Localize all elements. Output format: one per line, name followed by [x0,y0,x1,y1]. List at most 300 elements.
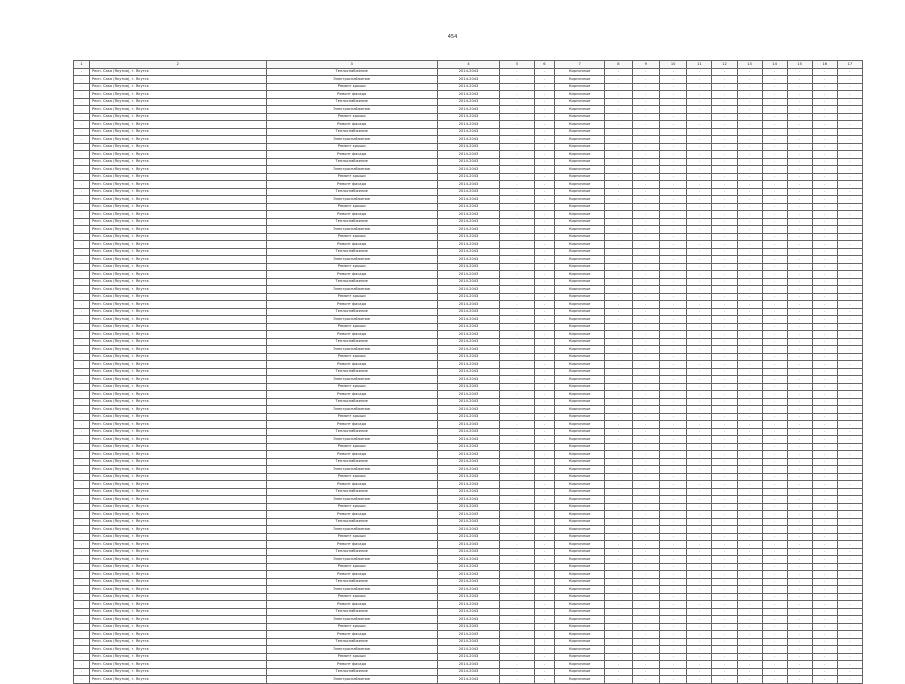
table-row [74,166,863,174]
table-cell: . [632,158,659,166]
table-cell: . [500,421,534,429]
table-cell: . [737,661,762,669]
column-number: 15 [787,61,812,69]
table-cell: . [837,563,862,571]
table-cell: . [687,136,712,144]
table-cell: . [534,496,555,504]
table-cell: Кирпичные [555,593,605,601]
table-cell: Теплоснабжение [266,128,437,136]
table-cell: . [762,676,787,684]
table-cell: . [500,488,534,496]
table-cell: . [659,226,686,234]
table-cell: . [632,233,659,241]
table-cell: . [500,653,534,661]
table-cell: Теплоснабжение [266,548,437,556]
table-cell: . [787,391,812,399]
table-cell: Респ. Саха (Якутия), г. Якутск [89,503,266,511]
table-cell: Кирпичные [555,113,605,121]
table-cell: . [687,623,712,631]
table-cell: . [632,541,659,549]
table-cell: . [687,248,712,256]
table-cell: . [534,511,555,519]
table-cell: 2014-2043 [437,638,500,646]
table-cell: . [632,68,659,76]
table-cell: Ремонт фасада [266,421,437,429]
table-cell: Теплоснабжение [266,188,437,196]
table-cell: Ремонт фасада [266,151,437,159]
table-row [74,361,863,369]
table-cell: . [605,586,632,594]
table-row [74,668,863,676]
table-cell: . [687,466,712,474]
table-cell: . [687,301,712,309]
table-cell: Электроснабжение [266,136,437,144]
table-cell: . [534,586,555,594]
table-cell: . [659,248,686,256]
table-cell: . [605,548,632,556]
table-cell: . [534,218,555,226]
table-cell: . [737,361,762,369]
table-cell: . [500,428,534,436]
table-cell: 2014-2043 [437,533,500,541]
table-cell: Респ. Саха (Якутия), г. Якутск [89,526,266,534]
table-cell: Теплоснабжение [266,488,437,496]
table-cell: 2014-2043 [437,443,500,451]
table-cell: . [534,436,555,444]
table-cell: . [534,181,555,189]
table-cell: . [687,98,712,106]
table-row [74,248,863,256]
table-cell: . [659,278,686,286]
table-row [74,368,863,376]
table-cell: Кирпичные [555,548,605,556]
table-cell: . [712,511,737,519]
table-cell: . [787,181,812,189]
table-cell: . [534,308,555,316]
table-cell: Ремонт фасада [266,91,437,99]
table-cell: Электроснабжение [266,676,437,684]
table-cell: . [687,593,712,601]
table-cell: . [632,578,659,586]
table-cell: Кирпичные [555,203,605,211]
table-row [74,421,863,429]
table-cell: 2014-2043 [437,526,500,534]
table-cell: . [74,496,90,504]
table-cell: . [687,361,712,369]
table-cell: Кирпичные [555,398,605,406]
table-cell: Ремонт крыши [266,413,437,421]
table-cell: . [687,676,712,684]
table-cell: . [74,466,90,474]
table-cell: . [712,181,737,189]
table-cell: . [74,361,90,369]
table-cell: Кирпичные [555,211,605,219]
table-cell: . [659,616,686,624]
table-cell: . [712,391,737,399]
table-cell: 2014-2043 [437,548,500,556]
table-cell: . [837,151,862,159]
table-cell: Респ. Саха (Якутия), г. Якутск [89,196,266,204]
table-cell: . [605,556,632,564]
table-cell: Ремонт крыши [266,293,437,301]
table-cell: . [74,541,90,549]
table-cell: . [812,443,837,451]
table-cell: . [74,563,90,571]
table-cell: Кирпичные [555,188,605,196]
table-cell: . [762,308,787,316]
table-cell: Респ. Саха (Якутия), г. Якутск [89,653,266,661]
table-cell: . [712,188,737,196]
table-cell: . [812,428,837,436]
table-cell: . [812,398,837,406]
table-cell: Ремонт крыши [266,443,437,451]
table-cell: Электроснабжение [266,376,437,384]
table-cell: . [500,248,534,256]
table-cell: . [812,196,837,204]
table-cell: . [787,173,812,181]
table-cell: . [659,631,686,639]
table-cell: . [659,68,686,76]
table-cell: . [787,518,812,526]
table-cell: 2014-2043 [437,293,500,301]
table-cell: . [605,563,632,571]
table-cell: . [812,376,837,384]
table-cell: . [534,548,555,556]
table-cell: Кирпичные [555,646,605,654]
table-cell: . [534,443,555,451]
table-cell: Респ. Саха (Якутия), г. Якутск [89,533,266,541]
table-cell: . [659,541,686,549]
table-cell: . [712,601,737,609]
table-cell: Респ. Саха (Якутия), г. Якутск [89,458,266,466]
table-cell: . [762,646,787,654]
table-cell: . [687,571,712,579]
table-cell: . [837,361,862,369]
table-cell: . [737,158,762,166]
table-cell: . [534,98,555,106]
table-cell: Теплоснабжение [266,308,437,316]
table-cell: . [687,436,712,444]
table-cell: . [787,578,812,586]
table-cell: . [762,488,787,496]
column-number: 1 [74,61,90,69]
table-cell: Кирпичные [555,271,605,279]
table-cell: . [687,331,712,339]
table-cell: . [762,361,787,369]
table-cell: . [737,451,762,459]
table-cell: . [534,421,555,429]
table-cell: . [812,661,837,669]
table-cell: Ремонт фасада [266,271,437,279]
table-cell: . [762,143,787,151]
table-cell: Кирпичные [555,151,605,159]
table-cell: . [812,271,837,279]
table-cell: . [632,398,659,406]
table-cell: 2014-2043 [437,661,500,669]
table-cell: . [762,541,787,549]
table-cell: . [500,443,534,451]
table-cell: 2014-2043 [437,608,500,616]
table-cell: Кирпичные [555,676,605,684]
table-row [74,481,863,489]
table-cell: 2014-2043 [437,301,500,309]
table-cell: . [712,398,737,406]
table-cell: 2014-2043 [437,368,500,376]
table-cell: . [659,398,686,406]
table-cell: Ремонт крыши [266,563,437,571]
table-cell: . [787,436,812,444]
table-cell: 2014-2043 [437,106,500,114]
table-row [74,608,863,616]
table-cell: . [632,368,659,376]
table-cell: 2014-2043 [437,421,500,429]
table-cell: Респ. Саха (Якутия), г. Якутск [89,586,266,594]
table-cell: . [605,181,632,189]
table-cell: . [659,661,686,669]
table-cell: . [500,233,534,241]
table-cell: . [605,331,632,339]
table-cell: . [534,578,555,586]
table-cell: . [632,548,659,556]
table-cell: . [534,361,555,369]
table-cell: . [837,376,862,384]
table-cell: . [659,563,686,571]
table-cell: . [712,413,737,421]
table-cell: . [534,248,555,256]
table-cell: . [659,361,686,369]
table-cell: . [837,638,862,646]
table-cell: . [787,631,812,639]
table-cell: . [500,661,534,669]
table-cell: . [837,353,862,361]
table-cell: . [812,218,837,226]
column-number: 16 [812,61,837,69]
table-cell: . [712,286,737,294]
table-cell: . [687,616,712,624]
table-cell: . [762,248,787,256]
table-cell: . [787,511,812,519]
table-cell: . [500,391,534,399]
column-number: 2 [89,61,266,69]
table-cell: . [837,256,862,264]
table-cell: . [712,248,737,256]
table-row [74,406,863,414]
table-cell: Кирпичные [555,428,605,436]
table-cell: . [74,188,90,196]
table-cell: . [812,106,837,114]
table-cell: 2014-2043 [437,676,500,684]
table-row [74,151,863,159]
table-row [74,68,863,76]
table-cell: . [712,76,737,84]
table-cell: . [534,353,555,361]
table-cell: . [687,166,712,174]
table-cell: . [500,271,534,279]
table-cell: . [74,608,90,616]
table-cell: . [500,473,534,481]
table-cell: . [837,481,862,489]
table-cell: . [712,301,737,309]
table-cell: . [712,586,737,594]
table-cell: . [737,346,762,354]
table-cell: Кирпичные [555,518,605,526]
table-cell: . [712,458,737,466]
table-cell: . [605,676,632,684]
table-cell: . [632,361,659,369]
table-cell: . [500,241,534,249]
table-cell: . [737,571,762,579]
table-cell: . [500,623,534,631]
table-row [74,278,863,286]
table-cell: Респ. Саха (Якутия), г. Якутск [89,106,266,114]
table-cell: Кирпичные [555,556,605,564]
table-cell: 2014-2043 [437,518,500,526]
table-cell: Кирпичные [555,383,605,391]
table-cell: . [762,158,787,166]
table-cell: Кирпичные [555,263,605,271]
table-cell: 2014-2043 [437,346,500,354]
table-cell: Кирпичные [555,511,605,519]
table-cell: Кирпичные [555,563,605,571]
table-cell: . [632,556,659,564]
table-cell: . [737,376,762,384]
table-cell: . [837,541,862,549]
table-cell: 2014-2043 [437,503,500,511]
table-cell: . [762,226,787,234]
table-cell: . [712,196,737,204]
table-cell: Электроснабжение [266,286,437,294]
table-cell: . [605,301,632,309]
table-cell: . [659,113,686,121]
table-cell: . [74,353,90,361]
column-number: 17 [837,61,862,69]
table-cell: . [762,151,787,159]
table-row [74,181,863,189]
table-cell: . [762,608,787,616]
table-cell: . [659,458,686,466]
table-cell: . [687,151,712,159]
table-cell: Электроснабжение [266,526,437,534]
table-cell: 2014-2043 [437,278,500,286]
table-cell: . [534,158,555,166]
table-cell: . [787,556,812,564]
table-cell: . [762,211,787,219]
table-cell: . [787,488,812,496]
table-cell: . [787,473,812,481]
table-cell: Респ. Саха (Якутия), г. Якутск [89,323,266,331]
column-number: 14 [762,61,787,69]
table-cell: Кирпичные [555,391,605,399]
table-cell: Теплоснабжение [266,398,437,406]
table-cell: . [632,353,659,361]
table-cell: Кирпичные [555,578,605,586]
table-row [74,376,863,384]
table-cell: . [605,218,632,226]
table-cell: . [659,526,686,534]
table-cell: Респ. Саха (Якутия), г. Якутск [89,383,266,391]
table-cell: . [837,218,862,226]
table-cell: . [837,503,862,511]
table-cell: 2014-2043 [437,256,500,264]
table-cell: . [605,668,632,676]
table-cell: . [605,68,632,76]
table-cell: 2014-2043 [437,593,500,601]
table-cell: . [812,496,837,504]
table-cell: . [762,241,787,249]
table-cell: Теплоснабжение [266,638,437,646]
table-cell: . [605,76,632,84]
table-cell: . [787,496,812,504]
table-cell: . [500,631,534,639]
table-cell: . [534,151,555,159]
table-cell: . [837,331,862,339]
table-cell: . [787,661,812,669]
table-cell: . [605,391,632,399]
table-cell: . [762,98,787,106]
table-cell: . [712,646,737,654]
table-cell: . [632,533,659,541]
table-cell: . [74,533,90,541]
table-cell: Респ. Саха (Якутия), г. Якутск [89,151,266,159]
table-cell: Кирпичные [555,488,605,496]
table-cell: Кирпичные [555,91,605,99]
table-row [74,196,863,204]
table-cell: . [787,301,812,309]
table-cell: . [812,158,837,166]
table-cell: . [687,241,712,249]
table-cell: . [74,623,90,631]
table-cell: . [74,548,90,556]
table-cell: . [500,376,534,384]
table-cell: . [762,301,787,309]
table-cell: . [605,593,632,601]
table-cell: . [712,173,737,181]
table-cell: . [687,391,712,399]
table-cell: Респ. Саха (Якутия), г. Якутск [89,308,266,316]
table-cell: . [837,608,862,616]
table-cell: . [787,368,812,376]
table-cell: 2014-2043 [437,413,500,421]
table-cell: 2014-2043 [437,316,500,324]
table-cell: . [534,391,555,399]
table-cell: . [605,241,632,249]
table-row [74,511,863,519]
table-cell: . [812,563,837,571]
table-cell: Респ. Саха (Якутия), г. Якутск [89,158,266,166]
table-cell: . [812,368,837,376]
table-cell: . [712,121,737,129]
table-row [74,451,863,459]
table-cell: . [812,593,837,601]
table-cell: . [500,616,534,624]
table-cell: . [687,278,712,286]
table-cell: . [534,638,555,646]
table-cell: Ремонт крыши [266,623,437,631]
table-cell: Кирпичные [555,106,605,114]
table-cell: 2014-2043 [437,263,500,271]
table-cell: Респ. Саха (Якутия), г. Якутск [89,98,266,106]
table-cell: . [762,421,787,429]
table-cell: Ремонт крыши [266,353,437,361]
table-cell: 2014-2043 [437,436,500,444]
table-cell: . [812,383,837,391]
table-cell: . [632,218,659,226]
table-cell: . [737,203,762,211]
table-cell: . [737,398,762,406]
table-cell: . [837,623,862,631]
table-cell: . [762,406,787,414]
table-cell: Кирпичные [555,496,605,504]
